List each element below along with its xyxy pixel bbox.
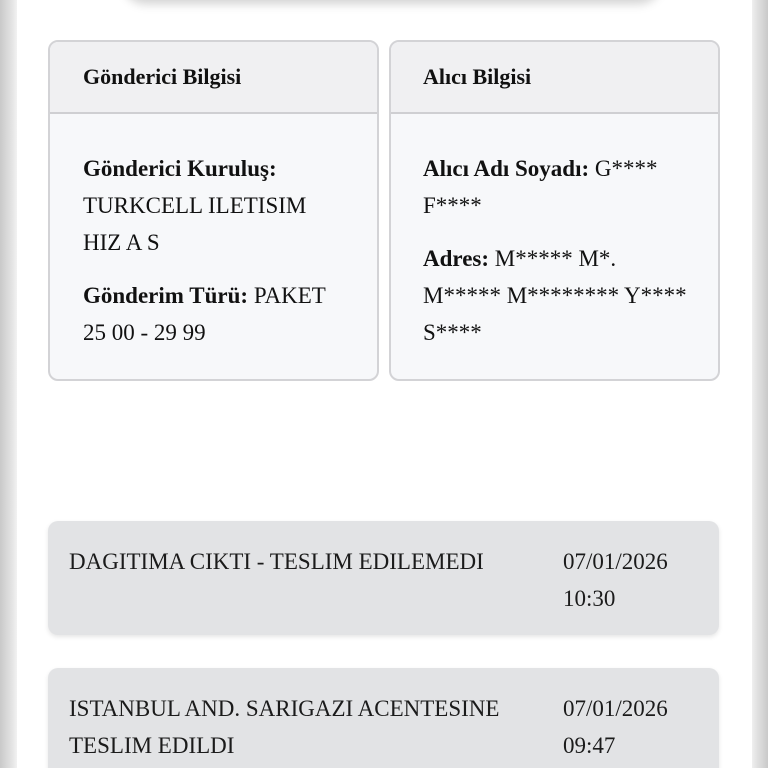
sender-org-label: Gönderici Kuruluş:	[83, 156, 277, 181]
movement-description: ISTANBUL AND. SARIGAZI ACENTESINE TESLIM EDILDI	[69, 696, 500, 758]
receiver-name-value: G**** F****	[423, 156, 658, 218]
main-panel	[17, 0, 752, 768]
receiver-name-field	[423, 150, 688, 224]
shipment-type-label: Gönderim Türü:	[83, 283, 249, 308]
receiver-address-field	[423, 240, 688, 351]
sender-card-title: Gönderici Bilgisi	[50, 42, 377, 114]
movement-time: 10:30	[563, 586, 616, 611]
movement-description: DAGITIMA CIKTI - TESLIM EDILEMEDI	[69, 549, 484, 574]
movement-row	[48, 521, 719, 635]
movement-date: 07/01/2026	[563, 549, 668, 574]
movement-datetime	[563, 690, 703, 768]
receiver-name-label: Alıcı Adı Soyadı:	[423, 156, 590, 181]
sender-info-card	[48, 40, 379, 381]
movement-date: 07/01/2026	[563, 696, 668, 721]
movement-row	[48, 668, 719, 768]
receiver-info-card	[389, 40, 720, 381]
sender-org-value: TURKCELL ILETISIM HIZ A S	[83, 193, 307, 255]
movement-datetime	[563, 543, 703, 635]
receiver-address-value: M***** M*. M***** M******** Y**** S****	[423, 246, 687, 345]
shipment-type-value: PAKET 25 00 - 29 99	[83, 283, 326, 345]
movement-time: 09:47	[563, 733, 616, 758]
shipment-type-field	[83, 277, 347, 351]
sender-org-field	[83, 150, 347, 261]
receiver-card-title: Alıcı Bilgisi	[391, 42, 718, 114]
receiver-address-label: Adres:	[423, 246, 490, 271]
